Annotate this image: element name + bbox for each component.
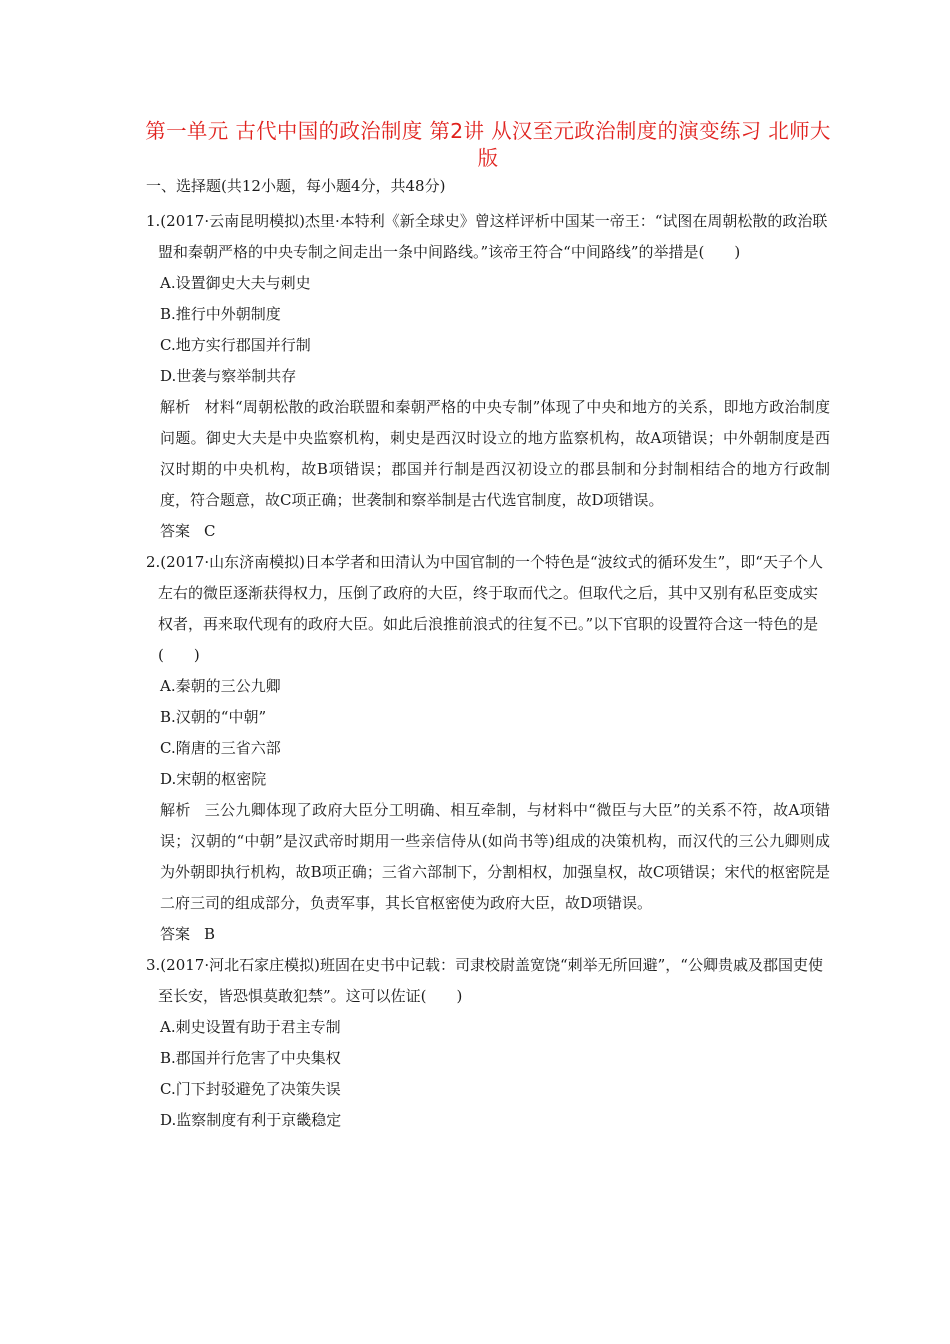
question-stem: 2.(2017·山东济南模拟)日本学者和田清认为中国官制的一个特色是“波纹式的循环发生”，即“天子个人左右的微臣逐渐获得权力，压倒了政府的大臣，终于取而代之。但取代之后，其中又别有私臣变成实权者，再来取代现有的政府大臣。如此后浪推前浪式的往复不已。”以下官职的设置符合这一特色的是( ) <box>146 553 823 664</box>
answer <box>146 516 830 547</box>
question-1 <box>146 206 830 547</box>
option-c: C.地方实行郡国并行制 <box>160 336 311 354</box>
answer <box>146 919 830 950</box>
option-c: C.隋唐的三省六部 <box>160 739 281 757</box>
option-a: A.设置御史大夫与刺史 <box>160 274 311 292</box>
option-d: D.宋朝的枢密院 <box>160 770 267 788</box>
option-c: C.门下封驳避免了决策失误 <box>160 1080 341 1098</box>
option-d: D.监察制度有利于京畿稳定 <box>160 1111 342 1129</box>
option-a: A.秦朝的三公九卿 <box>160 677 281 695</box>
analysis <box>146 392 830 516</box>
analysis-text: 材料“周朝松散的政治联盟和秦朝严格的中央专制”体现了中央和地方的关系，即地方政治制度问题。御史大夫是中央监察机构，刺史是西汉时设立的地方监察机构，故A项错误；中外朝制度是西汉时期的中央机构，故B项错误；郡国并行制是西汉初设立的郡县制和分封制相结合的地方行政制度，符合题意，故C项正确；世袭制和察举制是古代选官制度，故D项错误。 <box>160 398 830 509</box>
answer-value: B <box>204 925 216 943</box>
option-a: A.刺史设置有助于君主专制 <box>160 1018 341 1036</box>
option-b: B.郡国并行危害了中央集权 <box>160 1049 341 1067</box>
question-stem: 1.(2017·云南昆明模拟)杰里·本特利《新全球史》曾这样评析中国某一帝王：“试图在周朝松散的政治联盟和秦朝严格的中央专制之间走出一条中间路线。”该帝王符合“中间路线”的举措是( ) <box>146 212 828 261</box>
analysis-text: 三公九卿体现了政府大臣分工明确、相互牵制，与材料中“微臣与大臣”的关系不符，故A项错误；汉朝的“中朝”是汉武帝时期用一些亲信侍从(如尚书等)组成的决策机构，而汉代的三公九卿则成为外朝即执行机构，故B项正确；三省六部制下，分割相权，加强皇权，故C项错误；宋代的枢密院是二府三司的组成部分，负责军事，其长官枢密使为政府大臣，故D项错误。 <box>160 801 830 912</box>
document-title: 第一单元 古代中国的政治制度 第2讲 从汉至元政治制度的演变练习 北师大版 <box>145 119 831 170</box>
section-heading: 一、选择题(共12小题，每小题4分，共48分) <box>146 177 446 195</box>
question-3 <box>146 950 830 1136</box>
question-2 <box>146 547 830 950</box>
option-d: D.世袭与察举制共存 <box>160 367 297 385</box>
answer-label: 答案 <box>160 925 191 943</box>
analysis-label: 解析 <box>160 398 191 416</box>
answer-label: 答案 <box>160 522 191 540</box>
option-b: B.推行中外朝制度 <box>160 305 281 323</box>
analysis <box>146 795 830 919</box>
answer-value: C <box>204 522 216 540</box>
option-b: B.汉朝的“中朝” <box>160 708 267 726</box>
analysis-label: 解析 <box>160 801 191 819</box>
question-stem: 3.(2017·河北石家庄模拟)班固在史书中记载：司隶校尉盖宽饶“刺举无所回避”，“公卿贵戚及郡国吏使至长安，皆恐惧莫敢犯禁”。这可以佐证( ) <box>146 956 823 1005</box>
